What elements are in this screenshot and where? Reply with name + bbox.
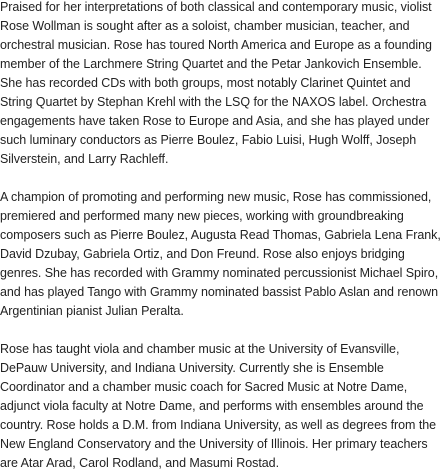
bio-paragraph-1: Praised for her interpretations of both classical and contemporary music, violist Rose Wollman is sought after as a soloist, chamber musician, teacher, and orchestral musician. Rose has toured North America and Europe as a founding member of the Larchmere String Quartet and the Petar Jankovich Ensemble. She has recorded CDs with both groups, most notably Clarinet Quintet and String Quartet by Stephan Krehl with the LSQ for the NAXOS label. Orchestra engagements have taken Rose to Europe and Asia, and she has played under such luminary conductors as Pierre Boulez, Fabio Luisi, Hugh Wolff, Joseph Silverstein, and Larry Rachleff.: [0, 0, 432, 166]
bio-paragraph-2: A champion of promoting and performing new music, Rose has commissioned, premiered and performed many new pieces, working with groundbreaking composers such as Pierre Boulez, Augusta Read Thomas, Gabriela Lena Frank, David Dzubay, Gabriela Ortiz, and Don Freund. Rose also enjoys bridging genres. She has recorded with Grammy nominated percussionist Michael Spiro, and has played Tango with Grammy nominated bassist Pablo Aslan and renown Argentinian pianist Julian Peralta.: [0, 190, 441, 318]
bio-paragraph-3: Rose has taught viola and chamber music at the University of Evansville, DePauw University, and Indiana University. Currently she is Ensemble Coordinator and a chamber music coach for Sacred Music at Notre Dame, adjunct viola faculty at Notre Dame, and performs with ensembles around the country. Rose holds a D.M. from Indiana University, as well as degrees from the New England Conservatory and the University of Illinois. Her primary teachers are Atar Arad, Carol Rodland, and Masumi Rostad.: [0, 342, 437, 470]
